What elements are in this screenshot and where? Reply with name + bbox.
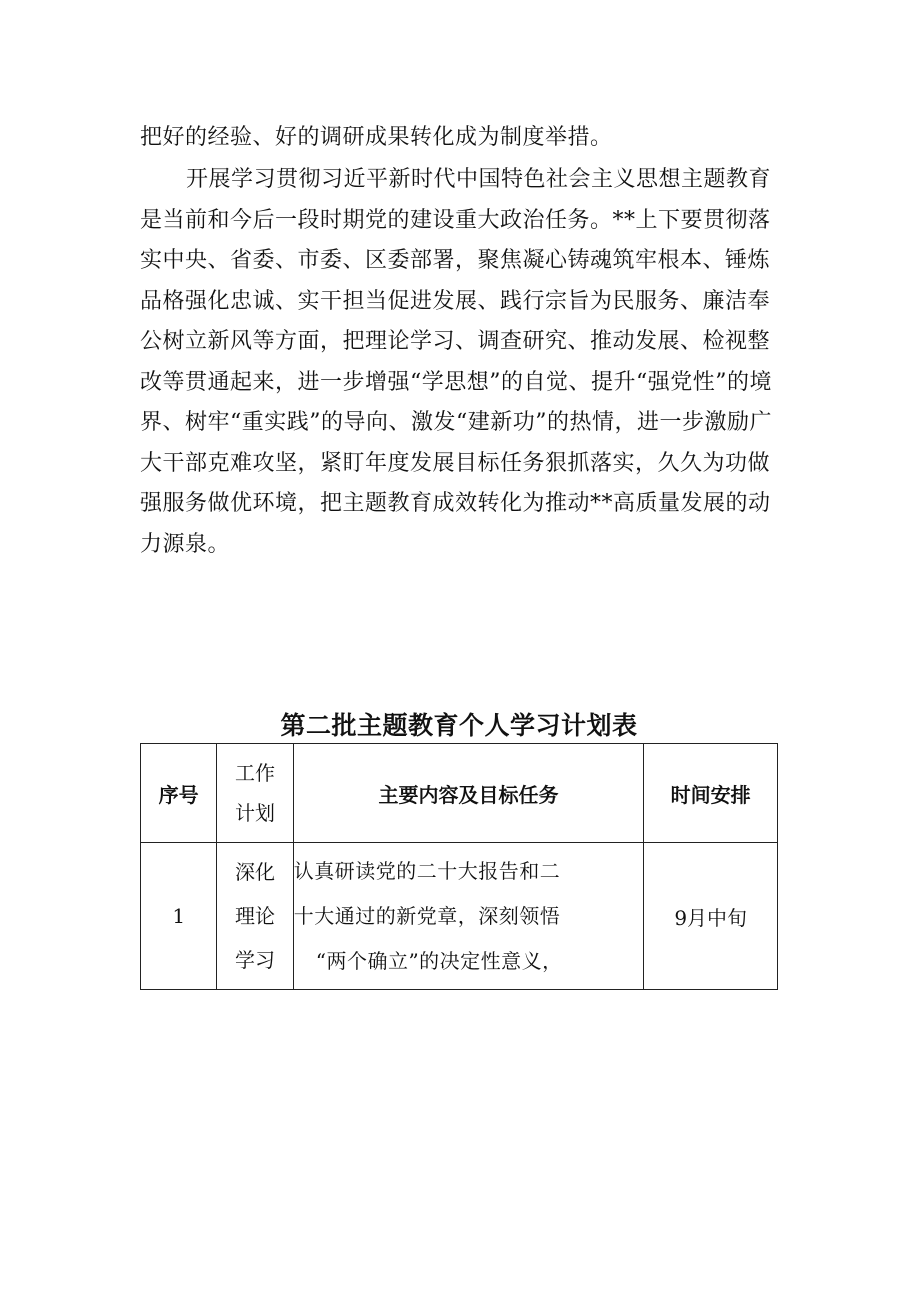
table-row [141, 843, 778, 990]
row-time: 9月中旬 [644, 843, 778, 990]
header-plan-line-2: 计划 [235, 801, 276, 825]
table-title: 第二批主题教育个人学习计划表 [280, 711, 638, 740]
row-plan-line: 理论 [235, 904, 276, 928]
paragraph-1: 把好的经验、好的调研成果转化成为制度举措。 [140, 125, 613, 150]
row-content-line: 认真研读党的二十大报告和二 [293, 858, 561, 883]
header-content: 主要内容及目标任务 [293, 744, 644, 843]
row-content-line: 十大通过的新党章，深刻领悟 [293, 903, 561, 928]
row-content [293, 843, 644, 990]
row-content-line: “两个确立”的决定性意义， [315, 948, 563, 973]
study-plan-table [140, 743, 778, 990]
header-plan-line-1: 工作 [235, 761, 276, 785]
header-time: 时间安排 [644, 744, 778, 843]
row-plan-line: 学习 [235, 948, 276, 972]
row-plan-line: 深化 [235, 860, 276, 884]
row-index: 1 [141, 843, 217, 990]
table-header-row [141, 744, 778, 843]
header-index: 序号 [141, 744, 217, 843]
row-plan [217, 843, 293, 990]
header-plan [217, 744, 293, 843]
paragraph-2: 开展学习贯彻习近平新时代中国特色社会主义思想主题教育是当前和今后一段时期党的建设重大政治任务。**上下要贯彻落实中央、省委、市委、区委部署，聚焦凝心铸魂筑牢根本、锤炼品格强化忠诚、实干担当促进发展、践行宗旨为民服务、廉洁奉公树立新风等方面，把理论学习、调查研究、推动发展、检视整改等贯通起来，进一步增强“学思想”的自觉、提升“强党性”的境界、树牢“重实践”的导向、激发“建新功”的热情，进一步激励广大干部克难攻坚，紧盯年度发展目标任务狠抓落实，久久为功做强服务做优环境，把主题教育成效转化为推动**高质量发展的动力源泉。 [140, 167, 772, 557]
